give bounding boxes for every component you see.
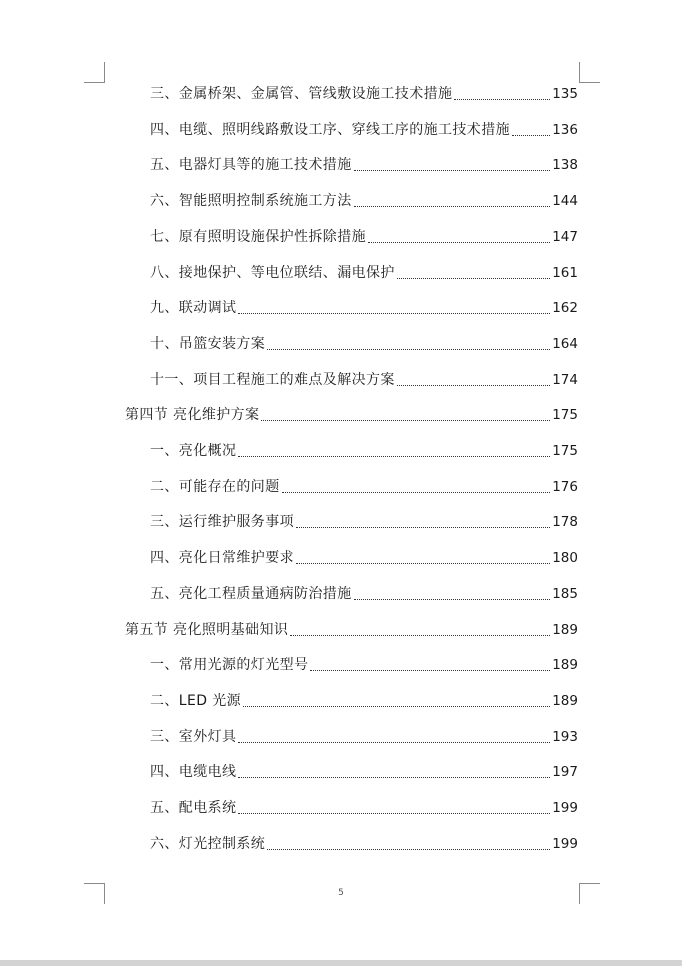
toc-entry[interactable] — [150, 439, 578, 461]
toc-entry-title: 四、亮化日常维护要求 — [150, 550, 294, 567]
toc-entry[interactable] — [150, 332, 578, 354]
toc-entry-title: 五、配电系统 — [150, 800, 237, 816]
toc-leader-dots — [354, 170, 551, 171]
toc-entry-title: 二、LED 光源 — [150, 692, 242, 709]
toc-entry[interactable] — [150, 725, 578, 747]
toc-entry[interactable] — [150, 82, 578, 104]
toc-entry-page: 138 — [552, 157, 578, 174]
toc-leader-dots — [290, 635, 550, 636]
toc-entry-page: 135 — [552, 86, 578, 102]
toc-leader-dots — [354, 206, 551, 207]
toc-entry[interactable] — [150, 189, 578, 211]
toc-leader-dots — [296, 527, 550, 528]
toc-entry-page: 180 — [552, 550, 578, 567]
toc-leader-dots — [282, 492, 551, 493]
toc-leader-dots — [238, 813, 550, 814]
toc-entry-title: 六、智能照明控制系统施工方法 — [150, 193, 352, 210]
toc-entry[interactable] — [150, 832, 578, 854]
toc-entry-title: 九、联动调试 — [150, 300, 237, 317]
toc-entry-title: 一、常用光源的灯光型号 — [150, 657, 309, 674]
toc-leader-dots — [310, 670, 550, 671]
toc-entry-page: 193 — [552, 728, 578, 745]
page-number: 5 — [338, 888, 344, 898]
toc-entry-page: 199 — [552, 835, 578, 852]
toc-entry[interactable] — [150, 546, 578, 568]
toc-entry-page: 176 — [552, 478, 578, 495]
toc-entry-title: 二、可能存在的问题 — [150, 478, 280, 495]
toc-entry-title: 十、吊篮安装方案 — [150, 335, 266, 352]
toc-leader-dots — [512, 135, 550, 136]
toc-leader-dots — [243, 706, 550, 707]
toc-entry-title: 三、金属桥架、金属管、管线敷设施工技术措施 — [150, 86, 453, 102]
toc-leader-dots — [238, 313, 550, 314]
toc-leader-dots — [397, 385, 550, 386]
toc-entry-page: 185 — [552, 585, 578, 602]
toc-entry[interactable] — [150, 760, 578, 782]
toc-entry-title: 六、灯光控制系统 — [150, 835, 266, 852]
toc-entry-title: 七、原有照明设施保护性拆除措施 — [150, 228, 366, 245]
toc-leader-dots — [238, 777, 550, 778]
toc-entry-page: 197 — [552, 764, 578, 781]
toc-entry[interactable] — [150, 261, 578, 283]
toc-entry[interactable] — [150, 582, 578, 604]
toc-entry-page: 164 — [552, 335, 578, 352]
toc-entry[interactable] — [150, 368, 578, 390]
crop-mark-top-left — [84, 62, 105, 83]
page-bottom-edge — [0, 960, 682, 966]
toc-entry[interactable] — [125, 403, 578, 425]
crop-mark-top-right — [579, 62, 600, 83]
toc-entry-title: 五、电器灯具等的施工技术措施 — [150, 157, 352, 174]
toc-entry[interactable] — [150, 510, 578, 532]
toc-leader-dots — [238, 456, 550, 457]
toc-leader-dots — [261, 420, 550, 421]
toc-entry-page: 136 — [552, 121, 578, 138]
toc-entry-title: 五、亮化工程质量通病防治措施 — [150, 585, 352, 602]
toc-leader-dots — [267, 849, 550, 850]
toc-entry-title: 第五节 亮化照明基础知识 — [125, 621, 289, 638]
toc-entry[interactable] — [150, 689, 578, 711]
toc-entry-page: 175 — [552, 443, 578, 459]
toc-leader-dots — [368, 242, 550, 243]
toc-entry-title: 四、电缆、照明线路敷设工序、穿线工序的施工技术措施 — [150, 121, 510, 138]
toc-entry-page: 178 — [552, 514, 578, 531]
toc-entry[interactable] — [150, 225, 578, 247]
toc-entry[interactable] — [125, 618, 578, 640]
toc-entry-title: 八、接地保护、等电位联结、漏电保护 — [150, 264, 395, 281]
toc-leader-dots — [238, 742, 550, 743]
toc-entry-page: 189 — [552, 692, 578, 709]
toc-entry-title: 一、亮化概况 — [150, 443, 237, 459]
toc-entry-title: 三、运行维护服务事项 — [150, 514, 294, 531]
toc-entry-title: 三、室外灯具 — [150, 728, 237, 745]
toc-leader-dots — [397, 278, 550, 279]
toc-entry-title: 十一、项目工程施工的难点及解决方案 — [150, 371, 395, 388]
toc-entry-page: 189 — [552, 621, 578, 638]
toc-entry-page: 189 — [552, 657, 578, 674]
toc-entry-page: 162 — [552, 300, 578, 317]
toc-entry[interactable] — [150, 153, 578, 175]
toc-entry-page: 147 — [552, 228, 578, 245]
toc-entry-page: 161 — [552, 264, 578, 281]
toc-entry-page: 175 — [552, 407, 578, 424]
toc-leader-dots — [296, 563, 550, 564]
toc-entry-title: 第四节 亮化维护方案 — [125, 407, 260, 424]
toc-leader-dots — [267, 349, 550, 350]
toc-entry[interactable] — [150, 296, 578, 318]
toc-entry-page: 174 — [552, 371, 578, 388]
toc-entry-page: 199 — [552, 800, 578, 816]
toc-entry[interactable] — [150, 653, 578, 675]
toc-leader-dots — [354, 599, 551, 600]
toc-entry-page: 144 — [552, 193, 578, 210]
toc-leader-dots — [454, 99, 550, 100]
toc-entry[interactable] — [150, 796, 578, 818]
toc-entry[interactable] — [150, 475, 578, 497]
toc-entry-title: 四、电缆电线 — [150, 764, 237, 781]
toc-entry[interactable] — [150, 118, 578, 140]
